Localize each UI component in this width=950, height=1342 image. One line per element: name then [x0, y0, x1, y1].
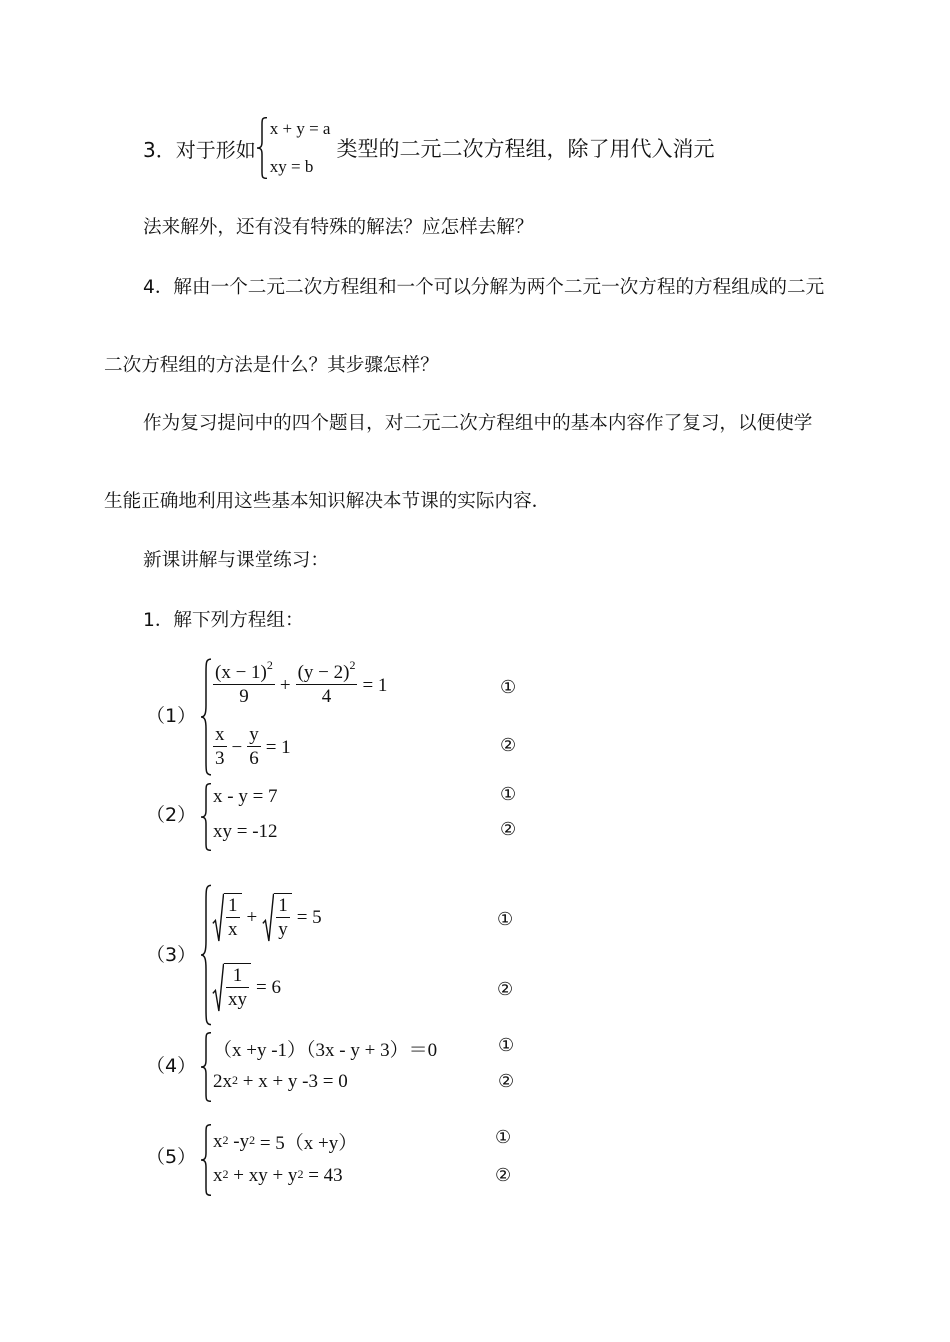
- system-label: （3）: [146, 944, 197, 966]
- circled-number-2: ②: [497, 979, 514, 1000]
- system-label: （1）: [146, 705, 197, 727]
- numerator: 1: [228, 895, 238, 916]
- equation-1: [212, 893, 322, 942]
- right-hand-side: = 1: [265, 736, 291, 758]
- numerator-text: (y − 2): [297, 662, 350, 683]
- numerator: x: [215, 724, 225, 745]
- radical-icon: [212, 963, 224, 1012]
- equation-2: 2x $^2$ + x + y -3 = 0: [213, 1071, 348, 1092]
- equation-1: [213, 657, 388, 709]
- circled-number-1: ①: [498, 1035, 515, 1056]
- circled-number-1: ①: [495, 1127, 512, 1148]
- numerator: [296, 657, 358, 684]
- system-label: （4）: [146, 1055, 197, 1077]
- question-3-prefix: 3．对于形如: [143, 137, 256, 162]
- fraction: [296, 657, 358, 709]
- fraction: [213, 657, 275, 709]
- circled-number-2: ②: [500, 819, 517, 840]
- paragraph-line-4: 作为复习提问中的四个题目，对二元二次方程组中的基本内容作了复习，以便使学: [143, 413, 813, 434]
- equation-2: [213, 724, 291, 771]
- denominator: 6: [249, 748, 259, 769]
- left-brace-icon: [200, 658, 212, 776]
- paragraph-line-2: 4．解由一个二元二次方程组和一个可以分解为两个二元一次方程的方程组成的二元: [143, 277, 825, 298]
- exponent: 2: [349, 657, 356, 672]
- fraction: [213, 724, 227, 771]
- numerator-text: (x − 1): [215, 662, 267, 683]
- term: -y: [228, 1130, 250, 1152]
- denominator: xy: [228, 989, 247, 1010]
- term: = 43: [303, 1165, 343, 1186]
- left-brace-icon: [200, 1124, 212, 1196]
- system-label: （5）: [146, 1146, 197, 1168]
- exercise-heading: 1．解下列方程组：: [143, 610, 304, 631]
- equation-1: [213, 1035, 437, 1062]
- left-brace-icon: [256, 117, 268, 179]
- equation-1: x $^2$ -y $^2$ = 5（x +y）: [213, 1128, 357, 1155]
- operator: −: [231, 736, 243, 758]
- paragraph-line-3: 二次方程组的方法是什么？其步骤怎样？: [104, 355, 439, 376]
- system-label: （2）: [146, 804, 197, 826]
- term: x: [213, 1165, 223, 1186]
- denominator: x: [228, 919, 238, 940]
- denominator: 3: [215, 748, 225, 769]
- left-brace-icon: [200, 783, 212, 851]
- exponent: 2: [266, 657, 273, 672]
- question-3-equation-1: x + y = a: [269, 119, 331, 138]
- equation-text: x - y = 7: [213, 786, 278, 807]
- equation-text: xy = -12: [213, 821, 278, 842]
- question-3-system: [270, 119, 331, 177]
- circled-number-2: ②: [498, 1071, 515, 1092]
- denominator: 9: [213, 684, 275, 709]
- denominator: y: [278, 919, 288, 940]
- question-3-suffix: 类型的二元二次方程组，除了用代入消元: [336, 137, 715, 161]
- radical-icon: [212, 893, 224, 942]
- equation-2: [213, 821, 278, 843]
- equation-1: [213, 786, 278, 808]
- term: + xy + y: [228, 1165, 298, 1186]
- paragraph-line-5: 生能正确地利用这些基本知识解决本节课的实际内容．: [104, 491, 551, 512]
- left-brace-icon: [200, 884, 212, 1026]
- right-hand-side: = 6: [256, 976, 281, 998]
- term: + x + y -3 = 0: [238, 1071, 348, 1092]
- right-hand-side: = 1: [362, 674, 388, 696]
- question-3-equation-2: xy = b: [269, 157, 314, 176]
- radicand: [274, 893, 292, 942]
- radicand: [224, 893, 242, 942]
- circled-number-1: ①: [500, 677, 517, 698]
- fraction: [226, 965, 249, 1012]
- left-brace-icon: [200, 1032, 212, 1102]
- equation-text: （x +y -1）（3x - y + 3）＝0: [213, 1040, 438, 1061]
- numerator: [213, 657, 275, 684]
- circled-number-2: ②: [500, 735, 517, 756]
- equation-2: [212, 963, 281, 1012]
- square-root: [212, 963, 251, 1012]
- denominator: 4: [296, 684, 358, 709]
- right-hand-side: = 5: [296, 906, 322, 928]
- section-heading: 新课讲解与课堂练习：: [143, 550, 329, 571]
- circled-number-1: ①: [497, 909, 514, 930]
- radical-icon: [262, 893, 274, 942]
- operator: +: [279, 674, 291, 696]
- term: = 5（x +y）: [255, 1133, 358, 1154]
- square-root: [262, 893, 292, 942]
- paragraph-line-1: 法来解外，还有没有特殊的解法？应怎样去解？: [143, 217, 534, 238]
- operator: +: [246, 906, 258, 928]
- numerator: 1: [278, 895, 288, 916]
- circled-number-1: ①: [500, 784, 517, 805]
- radicand: [224, 963, 251, 1012]
- term: 2x: [213, 1071, 232, 1092]
- term: x: [213, 1130, 223, 1152]
- numerator: y: [249, 724, 259, 745]
- circled-number-2: ②: [495, 1165, 512, 1186]
- fraction: [226, 895, 240, 942]
- question-3-line: [143, 117, 714, 179]
- fraction: [247, 724, 261, 771]
- equation-2: x $^2$ + xy + y $^2$ = 43: [213, 1165, 343, 1186]
- numerator: 1: [232, 965, 243, 986]
- square-root: [212, 893, 242, 942]
- fraction: [276, 895, 290, 942]
